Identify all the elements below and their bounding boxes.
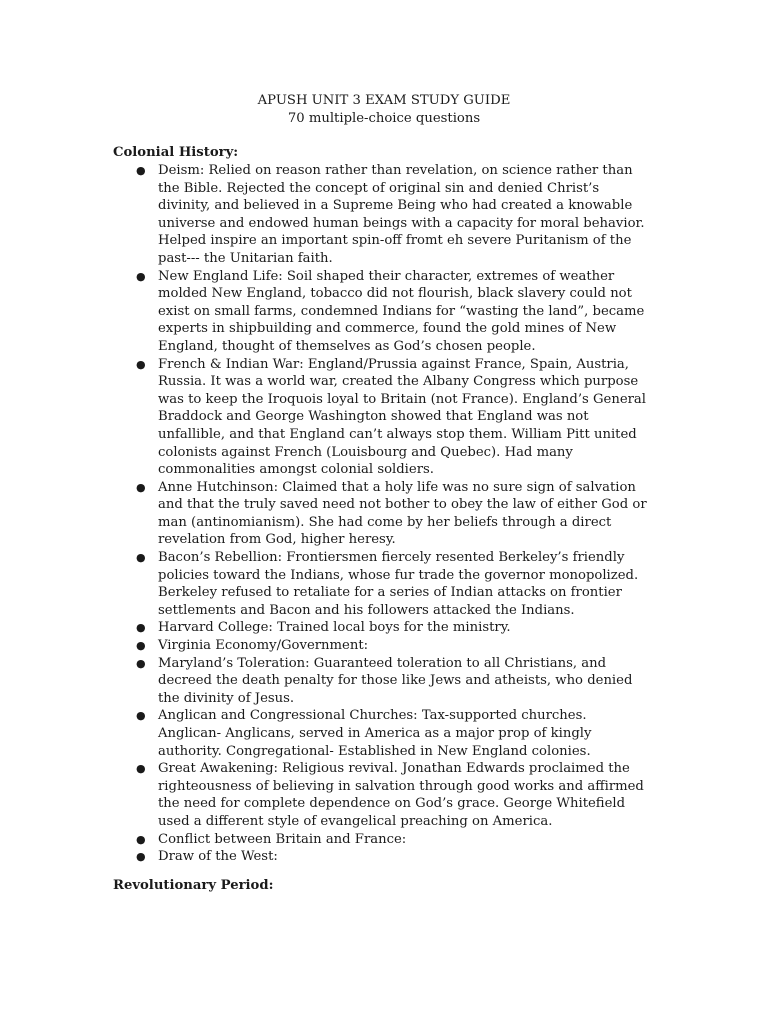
bullet-icon: ● <box>136 832 146 846</box>
list-item <box>113 707 653 760</box>
list-item <box>113 619 653 637</box>
list-item <box>113 549 653 619</box>
colonial-history-list <box>113 162 653 866</box>
bullet-icon: ● <box>136 551 146 565</box>
document-subtitle: 70 multiple-choice questions <box>287 110 481 126</box>
list-item-text: New England Life: Soil shaped their character, extremes of weather molded New England, tobacco did not flourish, black slavery could not exist on small farms, condemned Indians for “wasting the land”, became experts in shipbuilding and commerce, found the gold mines of New England, thought of themselves as God’s chosen people. <box>158 268 645 354</box>
bullet-icon: ● <box>136 269 146 283</box>
document-title: APUSH UNIT 3 EXAM STUDY GUIDE <box>257 93 511 108</box>
list-item <box>113 760 653 830</box>
bullet-icon: ● <box>136 639 146 653</box>
list-item-text: French & Indian War: England/Prussia against France, Spain, Austria, Russia. It was a world war, created the Albany Congress which purpose was to keep the Iroquois loyal to Britain (not France). England’s General Braddock and George Washington showed that England was not unfallible, and that England can’t always stop them. William Pitt united colonists against French (Louisbourg and Quebec). Had many commonalities amongst colonial soldiers. <box>158 356 647 478</box>
bullet-icon: ● <box>136 850 146 864</box>
list-item-text: Conflict between Britain and France: <box>158 831 407 847</box>
bullet-icon: ● <box>136 762 146 776</box>
section-heading-revolutionary-period: Revolutionary Period: <box>113 878 274 893</box>
list-item <box>113 268 653 356</box>
bullet-icon: ● <box>136 709 146 723</box>
list-item-text: Deism: Relied on reason rather than revelation, on science rather than the Bible. Rejected the concept of original sin and denied Christ’s divinity, and believed in a Supreme Being who had created a knowable universe and endowed human beings with a capacity for moral behavior. Helped inspire an important spin-off fromt eh severe Puritanism of the past--- the Unitarian faith. <box>158 163 645 266</box>
list-item-text: Bacon’s Rebellion: Frontiersmen fiercely resented Berkeley’s friendly policies toward the Indians, whose fur trade the governor monopolized. Berkeley refused to retaliate for a series of Indian attacks on frontier settlements and Bacon and his followers attacked the Indians. <box>158 550 639 618</box>
list-item-text: Harvard College: Trained local boys for the ministry. <box>158 620 511 636</box>
list-item-text: Virginia Economy/Government: <box>158 638 369 654</box>
list-item <box>113 637 653 655</box>
list-item <box>113 479 653 549</box>
section-heading-colonial-history: Colonial History: <box>113 145 239 160</box>
bullet-icon: ● <box>136 621 146 635</box>
bullet-icon: ● <box>136 357 146 371</box>
list-item-text: Draw of the West: <box>158 849 278 865</box>
title-block <box>0 92 768 128</box>
list-item <box>113 848 653 866</box>
bullet-icon: ● <box>136 480 146 494</box>
list-item-text: Great Awakening: Religious revival. Jonathan Edwards proclaimed the righteousness of believing in salvation through good works and affirmed the need for complete dependence on God’s grace. George Whitefield used a different style of evangelical preaching on America. <box>158 761 644 829</box>
list-item <box>113 162 653 268</box>
bullet-icon: ● <box>136 656 146 670</box>
list-item <box>113 831 653 849</box>
list-item-text: Maryland’s Toleration: Guaranteed toleration to all Christians, and decreed the death penalty for those like Jews and atheists, who denied the divinity of Jesus. <box>158 655 633 706</box>
list-item-text: Anne Hutchinson: Claimed that a holy life was no sure sign of salvation and that the truly saved need not bother to obey the law of either God or man (antinomianism). She had come by her beliefs through a direct revelation from God, higher heresy. <box>158 479 647 548</box>
list-item <box>113 356 653 479</box>
list-item-text: Anglican and Congressional Churches: Tax-supported churches. Anglican- Anglicans, served in America as a major prop of kingly authority. Congregational- Established in New England colonies. <box>158 708 592 759</box>
bullet-icon: ● <box>136 164 146 177</box>
list-item <box>113 655 653 708</box>
